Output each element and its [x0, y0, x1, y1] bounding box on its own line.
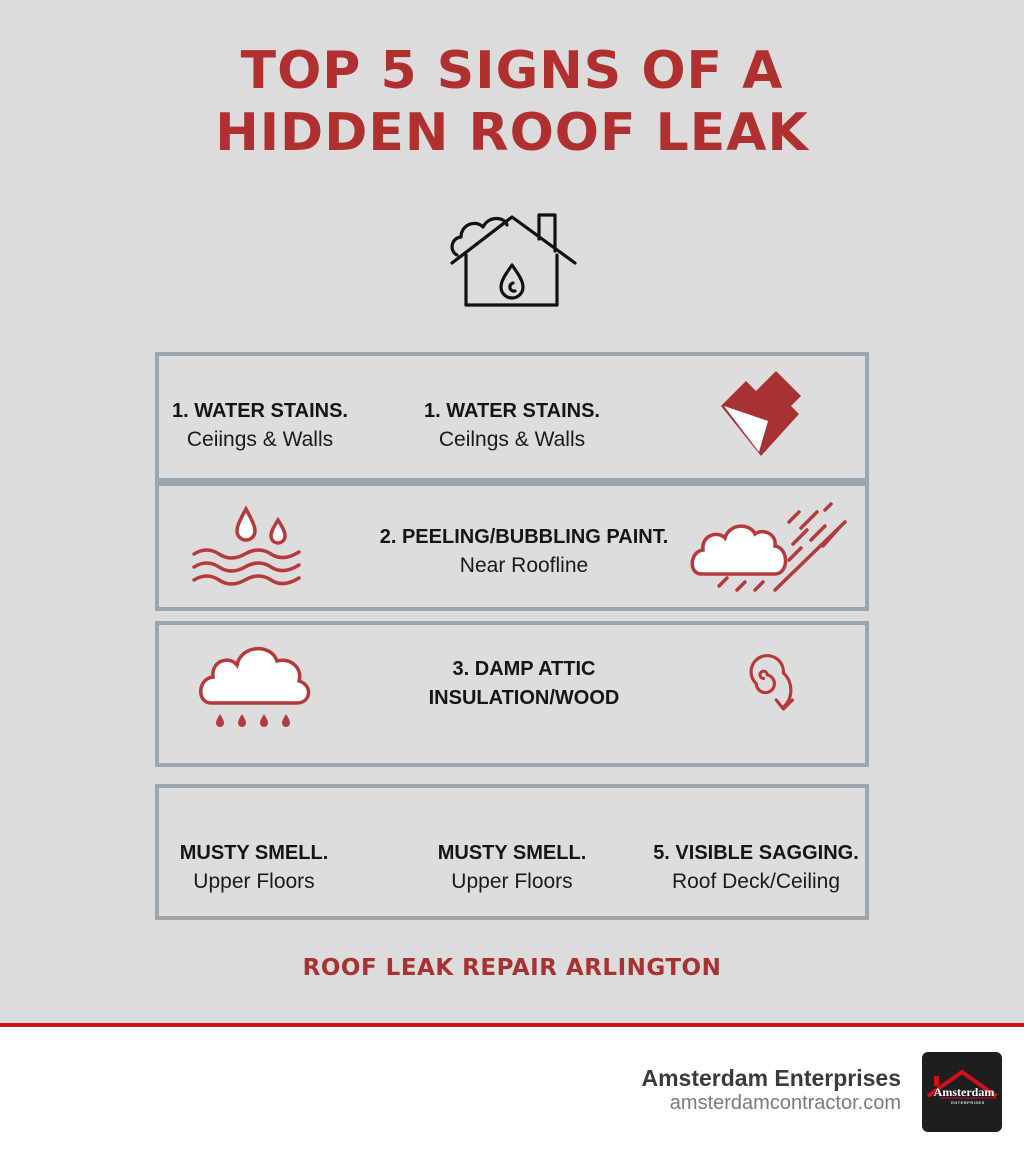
sign-row-1 [155, 352, 869, 482]
brand-block [642, 1064, 902, 1114]
sign-row-3 [155, 621, 869, 767]
sign-heading: 5. VISIBLE SAGGING. [653, 842, 859, 864]
peeling-stain-icon [711, 366, 811, 466]
sign-detail: Ceilngs & Walls [438, 428, 586, 451]
tagline: ROOF LEAK REPAIR ARLINGTON [302, 955, 722, 981]
sign-cell [645, 839, 867, 896]
sign-detail: Upper Floors [193, 870, 315, 893]
brand-name: Amsterdam Enterprises [641, 1065, 901, 1091]
sign-cell [417, 839, 607, 896]
sign-heading-line-2: INSULATION/WOOD [428, 687, 620, 709]
sign-cell [349, 523, 699, 580]
rain-cloud-icon [197, 635, 317, 735]
title-line-2: HIDDEN ROOF LEAK [215, 103, 809, 163]
brand-url[interactable]: amsterdamcontractor.com [669, 1092, 901, 1114]
sign-cell [413, 397, 611, 454]
house-with-cloud-and-water-drop-icon [447, 205, 577, 311]
sign-heading: MUSTY SMELL. [437, 842, 587, 864]
title-line-1: TOP 5 SIGNS OF A [240, 41, 784, 101]
divider [0, 1023, 1024, 1027]
sign-heading: 1. WATER STAINS. [172, 400, 348, 422]
water-drops-waves-icon [189, 504, 309, 594]
sign-heading: 1. WATER STAINS. [424, 400, 600, 422]
sign-cell [159, 839, 349, 896]
sign-heading: 3. DAMP ATTIC [452, 658, 596, 680]
logo-text: Amsterdam [933, 1085, 995, 1099]
sign-cell [399, 655, 649, 713]
sign-row-4 [155, 784, 869, 920]
sign-heading: 2. PEELING/BUBBLING PAINT. [379, 526, 669, 548]
sign-heading: MUSTY SMELL. [179, 842, 329, 864]
sign-detail: Roof Deck/Ceiling [671, 870, 841, 893]
brand-logo [922, 1052, 1002, 1132]
storm-cloud-rain-icon [689, 502, 849, 597]
spiral-arrow-icon [719, 637, 819, 727]
sign-cell [161, 397, 359, 454]
sign-detail: Ceiings & Walls [186, 428, 334, 451]
sign-detail: Near Roofline [459, 554, 589, 577]
sign-detail: Upper Floors [451, 870, 573, 893]
sign-row-2 [155, 482, 869, 611]
page-title [0, 40, 1024, 164]
logo-subtext: ENTERPRISES [951, 1100, 985, 1105]
